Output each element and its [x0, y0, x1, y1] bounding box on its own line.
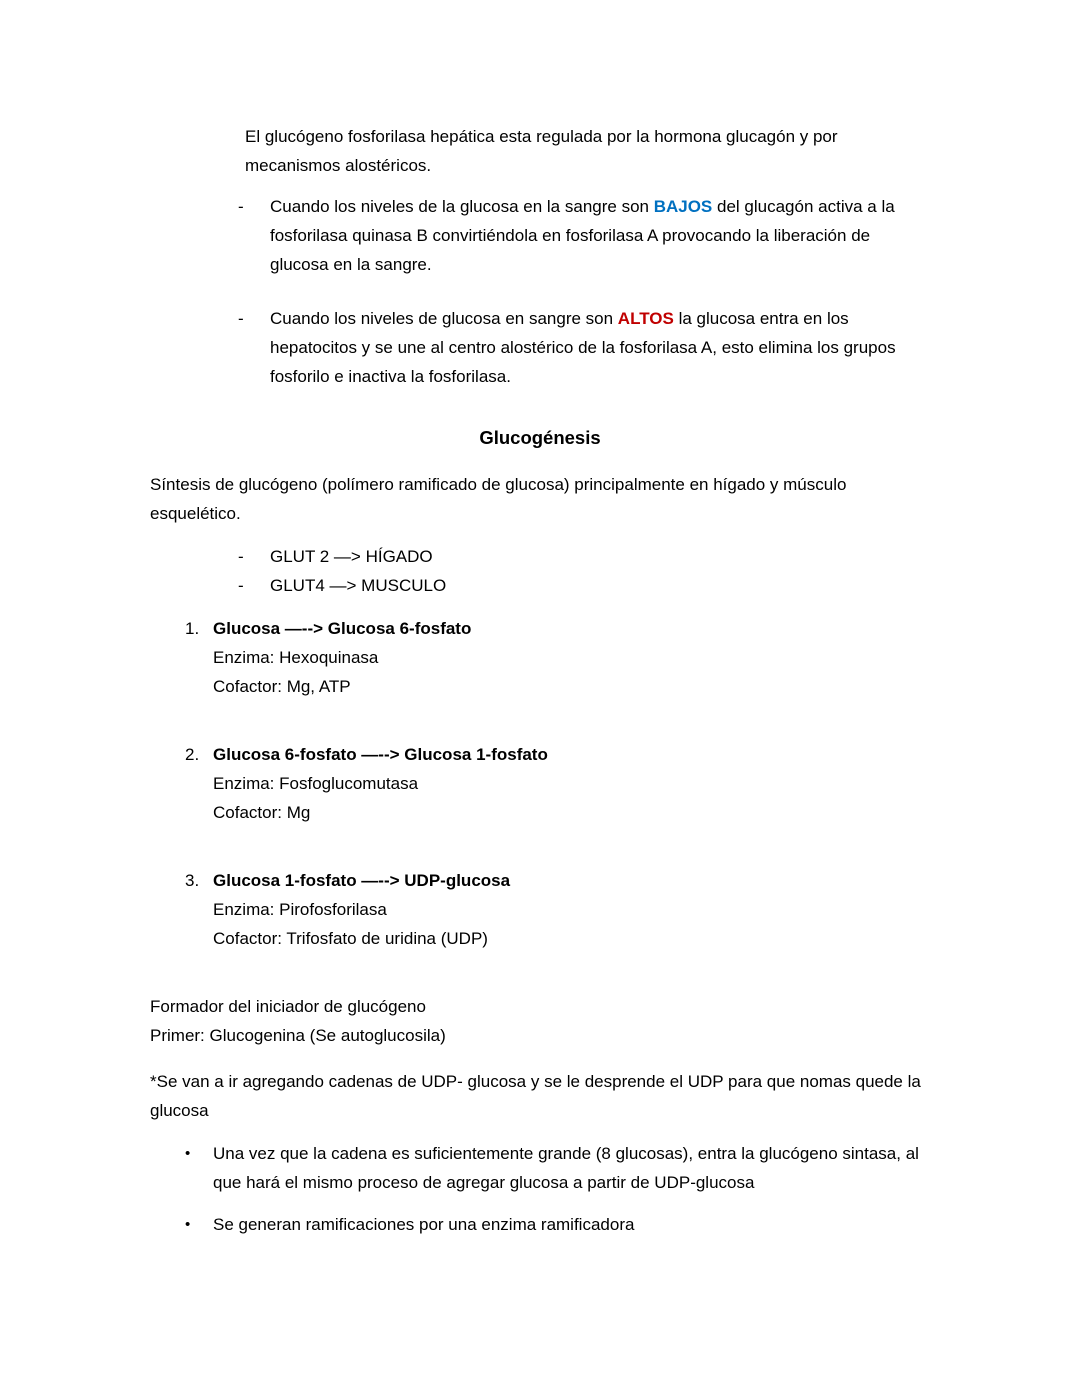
- step-body: [213, 866, 930, 953]
- step-body: [213, 740, 930, 827]
- step-cofactor: Cofactor: Mg, ATP: [213, 677, 351, 696]
- dash-item-pre: Cuando los niveles de glucosa en sangre son: [270, 309, 618, 328]
- step-cofactor: Cofactor: Trifosfato de uridina (UDP): [213, 929, 488, 948]
- numbered-steps: [150, 614, 930, 953]
- dash-item-post: del glucagón activa a la fosforilasa quinasa B convirtiéndola en fosforilasa A provocando la liberación de glucosa en la sangre.: [270, 197, 895, 274]
- bullet-marker: •: [185, 1216, 191, 1233]
- step-title: Glucosa —--> Glucosa 6-fosfato: [213, 619, 472, 638]
- bullet-text: Se generan ramificaciones por una enzima ramificadora: [213, 1215, 635, 1234]
- dash-item-pre: Cuando los niveles de la glucosa en la sangre son: [270, 197, 654, 216]
- step-item-1: [185, 614, 930, 701]
- dash-item-post: la glucosa entra en los hepatocitos y se une al centro alostérico de la fosforilasa A, esto elimina los grupos fosforilo e inactiva la fosforilasa.: [270, 309, 896, 386]
- bullet-marker: •: [185, 1145, 191, 1162]
- glut-list: [150, 542, 930, 600]
- glut-item: [238, 542, 930, 571]
- highlight-bajos: BAJOS: [653, 197, 713, 216]
- dash-item-bajos: [238, 192, 910, 279]
- dash-item-text: [270, 192, 910, 279]
- step-cofactor: Cofactor: Mg: [213, 803, 311, 822]
- step-title: Glucosa 1-fosfato —--> UDP-glucosa: [213, 871, 511, 890]
- dash-marker: -: [238, 309, 244, 328]
- dash-marker: -: [238, 197, 244, 216]
- glut-item-text: GLUT 2 —> HÍGADO: [270, 547, 433, 566]
- formador-line1: Formador del iniciador de glucógeno: [150, 997, 426, 1016]
- step-item-3: [185, 866, 930, 953]
- dash-marker: -: [238, 547, 244, 566]
- step-enzyme: Enzima: Pirofosforilasa: [213, 900, 387, 919]
- glut-item-text: GLUT4 —> MUSCULO: [270, 576, 447, 595]
- glut-item: [238, 571, 930, 600]
- step-number: 2.: [185, 745, 200, 764]
- dash-marker: -: [238, 576, 244, 595]
- bullet-item: [185, 1139, 930, 1197]
- highlight-altos: ALTOS: [617, 309, 674, 328]
- formador-line2: Primer: Glucogenina (Se autoglucosila): [150, 1026, 446, 1045]
- bullet-item: [185, 1210, 930, 1239]
- intro-paragraph: El glucógeno fosforilasa hepática esta regulada por la hormona glucagón y por mecanismos alostéricos.: [245, 127, 838, 175]
- note-paragraph: *Se van a ir agregando cadenas de UDP- glucosa y se le desprende el UDP para que nomas quede la glucosa: [150, 1072, 921, 1120]
- dash-item-altos: [238, 304, 910, 391]
- bullet-text: Una vez que la cadena es suficientemente grande (8 glucosas), entra la glucógeno sintasa, al que hará el mismo proceso de agregar glucosa a partir de UDP-glucosa: [213, 1144, 919, 1192]
- step-item-2: [185, 740, 930, 827]
- synthesis-paragraph: Síntesis de glucógeno (polímero ramificado de glucosa) principalmente en hígado y músculo esquelético.: [150, 475, 847, 523]
- step-number: 3.: [185, 871, 200, 890]
- dash-item-text: [270, 304, 910, 391]
- step-enzyme: Enzima: Fosfoglucomutasa: [213, 774, 419, 793]
- bullet-list: [150, 1139, 930, 1239]
- step-body: [213, 614, 930, 701]
- step-title: Glucosa 6-fosfato —--> Glucosa 1-fosfato: [213, 745, 548, 764]
- section-heading: Glucogénesis: [479, 427, 601, 448]
- formador-paragraph: [150, 992, 930, 1050]
- step-number: 1.: [185, 619, 200, 638]
- step-enzyme: Enzima: Hexoquinasa: [213, 648, 379, 667]
